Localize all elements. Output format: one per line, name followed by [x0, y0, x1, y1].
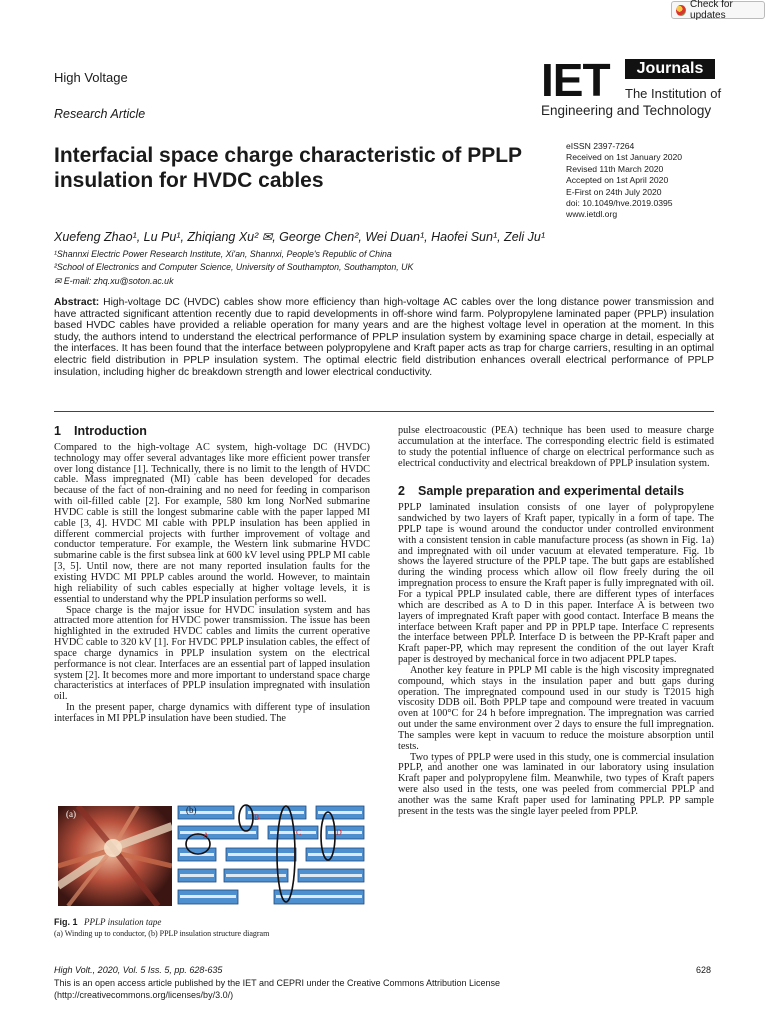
figure-1b-pplp-structure-diagram	[176, 804, 366, 908]
section-2-heading	[398, 486, 714, 497]
abstract-text: High-voltage DC (HVDC) cables show more efficiency than high-voltage AC cables over the long distance power transmission and have attracted significant attention recently due to rapid developments in off-shore wind farm. Polypropylene laminated paper (PPLP) insulation based HVDC cables have provided a reliable operation for many years and are the highest voltage level in operation at the moment. In this study, the authors intend to understand the electrical performance of PPLP insulation system by examining space charge in detail, especially at the interfaces. It has been found that the interface between polypropylene and Kraft paper acts as trap for charge carriers, resulting in an optimal electric field distribution in PPLP insulation system. The optimal electric field distribution enhances overall electrical performance of PPLP insulation, including higher dc breakdown strength and lower electrical conductivity.	[54, 297, 714, 378]
section-1-number: 1	[54, 424, 61, 438]
meta-accepted: Accepted on 1st April 2020	[566, 175, 669, 186]
section-2-paragraph-3: Two types of PPLP were used in this study, one is commercial insulation PPLP, and another one was laminated in our laboratory using insulation Kraft paper and polypropylene film. Meanwhile, two types of Kraft papers were also used in the tests, one was peeled from commercial PPLP and another was the same Kraft paper used for laminating PPLP. PP sample present in the tests was the single layer peeled from PPLP.	[398, 751, 714, 817]
institution-line-2: Engineering and Technology	[541, 103, 712, 118]
left-column	[54, 426, 370, 725]
check-for-updates-button[interactable]	[671, 1, 765, 19]
page-number: 628	[696, 965, 712, 975]
crossmark-icon	[676, 5, 686, 16]
abstract	[54, 297, 714, 378]
corresponding-email[interactable]: ✉ E-mail: zhq.xu@soton.ac.uk	[54, 276, 174, 286]
section-1-paragraph-2: Space charge is the major issue for HVDC insulation system and has attracted more attention for HVDC power transmission. The issue has been highlighted in the extruded HVDC cables and limits the current operative HVDC cable to 320 kV [1]. For HVDC PPLP insulation cables, the effect of space charge dynamics in PPLP insulation system on the electrical performance is not clear. Interfaces are an essential part of lapped insulation system [2]. It becomes more and more important to understand space charge characteristics at interfaces of PPLP insulation impregnated with insulation oil.	[54, 604, 370, 703]
article-title: Interfacial space charge characteristic of PPLP insulation for HVDC cables	[54, 144, 522, 192]
abstract-label: Abstract:	[54, 297, 100, 308]
article-type: Research Article	[54, 107, 146, 121]
footer-license	[54, 977, 500, 1001]
figure-1a-cable-winding-photo	[58, 806, 172, 906]
meta-efirst: E-First on 24th July 2020	[566, 186, 662, 197]
pplp-layer-diagram	[176, 804, 366, 908]
interface-b-marker: B	[254, 813, 260, 822]
section-2-paragraph-1: PPLP laminated insulation consists of one layer of polypropylene sandwiched by two layers of Kraft paper, typically in a form of tape. The PPLP tape is wound around the conductor under controlled environment with a consistent tension in cable manufacture process (as shown in Fig. 1a) and impregnated with oil under vacuum at elevated temperature. Fig. 1b shows the layered structure of the PPLP tape. The butt gaps are established during the winding process which allow oil flow freely during the oil impregnation process to ensure the Kraft paper is fully impregnated with oil. For a typical PPLP insulated cable, there are different types of interfaces which are described as A to D in this paper. Interface A is between two layers of impregnated Kraft paper with good contact. Interface B means the interface between Kraft paper and PP in PPLP tape. Interface C represents the interface between PPLP. Interface D is between the PP-Kraft paper and Kraft paper-PP, which may represent the condition of the out layer Kraft paper is destroyed by mechanical force in two adjacent PPLP tapes.	[398, 502, 714, 666]
footer-citation: High Volt., 2020, Vol. 5 Iss. 5, pp. 628-635	[54, 965, 223, 975]
iet-journals-logo	[541, 54, 722, 124]
check-for-updates-label: Check for updates	[690, 0, 733, 21]
right-column	[398, 426, 714, 818]
figure-1-subcaption: (a) Winding up to conductor, (b) PPLP insulation structure diagram	[54, 929, 270, 938]
meta-website[interactable]: www.ietdl.org	[566, 209, 618, 220]
figure-1-caption-title: PPLP insulation tape	[84, 917, 162, 927]
section-1-paragraph-1: Compared to the high-voltage AC system, high-voltage DC (HVDC) technology may offer several advantages like more efficient power transfer over long distance [1]. Technically, there is no limit to the length of HVDC cable. Mass impregnated (MI) cable has been developed for decades because of the fact of non-draining and no need for feeding in comparison with oil-filled cable [2]. For example, 580 km long NorNed submarine HVDC cable is still the longest submarine cable with the paper lapped MI cable [3, 4]. HVDC MI cable with PPLP insulation has been applied in different commercial projects with further improvement of voltage and conductor temperature. For example, the Western link submarine HVDC submarine cable is the first subsea link at 600 kV level using PPLP MI cable [3, 5]. Until now, there are not many reported insulation faults for the existing HVDC MI PPLP cables around the world. However, to maintain high reliability of such cables especially at higher voltage levels, it is essential to understand why the PPLP insulation performs so well.	[54, 441, 370, 605]
meta-doi[interactable]: doi: 10.1049/hve.2019.0395	[566, 198, 673, 209]
interface-d-marker: D	[336, 828, 342, 837]
author-list: Xuefeng Zhao¹, Lu Pu¹, Zhiqiang Xu² ✉, George Chen², Wei Duan¹, Haofei Sun¹, Zeli Ju¹	[54, 230, 546, 244]
section-1-heading	[54, 426, 370, 437]
cable-winding-illustration	[58, 806, 172, 906]
journal-name: High Voltage	[54, 70, 128, 85]
article-metadata	[566, 141, 682, 221]
journals-label: Journals	[625, 59, 715, 79]
license-line-1: This is an open access article published by the IET and CEPRI under the Creative Commons Attribution License	[54, 978, 501, 988]
affiliation-1: ¹Shannxi Electric Power Research Institute, Xi'an, Shannxi, People's Republic of China	[54, 249, 392, 259]
figure-1b-label: (b)	[186, 805, 197, 815]
figure-1a-label: (a)	[66, 809, 76, 819]
figure-1-caption-label: Fig. 1	[54, 917, 78, 927]
meta-eissn: eISSN 2397-7264	[566, 141, 635, 151]
figure-1-caption	[54, 917, 161, 927]
section-1-paragraph-3: In the present paper, charge dynamics with different type of insulation interfaces in MI PPLP insulation have been studied. The	[54, 702, 370, 724]
section-1-title: Introduction	[74, 424, 147, 438]
institution-line-1: The Institution of	[625, 86, 722, 101]
divider	[54, 411, 714, 412]
section-1-paragraph-3-continued: pulse electroacoustic (PEA) technique has been used to measure charge accumulation at the interface. The corresponding electric field is estimated to study the potential influence of charge on electrical performance such as electrical conductivity and electrical breakdown of PPLP insulation system.	[398, 425, 714, 469]
section-2-title: Sample preparation and experimental details	[418, 484, 685, 499]
interface-c-marker: C	[296, 828, 302, 837]
license-url[interactable]: (http://creativecommons.org/licenses/by/3.0/)	[54, 990, 234, 1000]
interface-a-marker: A	[203, 831, 209, 840]
section-2-paragraph-2: Another key feature in PPLP MI cable is the high viscosity impregnated compound, which stays in the insulation paper and butt gaps during operation. The impregnated compound used in our study is T2015 high viscosity DDB oil. Both PPLP tape and compound were treated in vacuum oven at 100°C for 24 h before impregnation. The impregnation was carried out under the same environment over 2 days to ensure the full impregnation. The samples were kept in vacuum to reduce the moisture absorption until tests.	[398, 664, 714, 752]
meta-revised: Revised 11th March 2020	[566, 163, 664, 174]
section-2-number: 2	[398, 484, 405, 499]
meta-received: Received on 1st January 2020	[566, 152, 683, 163]
affiliation-2: ²School of Electronics and Computer Science, University of Southampton, Southampton, UK	[54, 262, 414, 272]
iet-logo-letters: IET	[541, 54, 610, 106]
